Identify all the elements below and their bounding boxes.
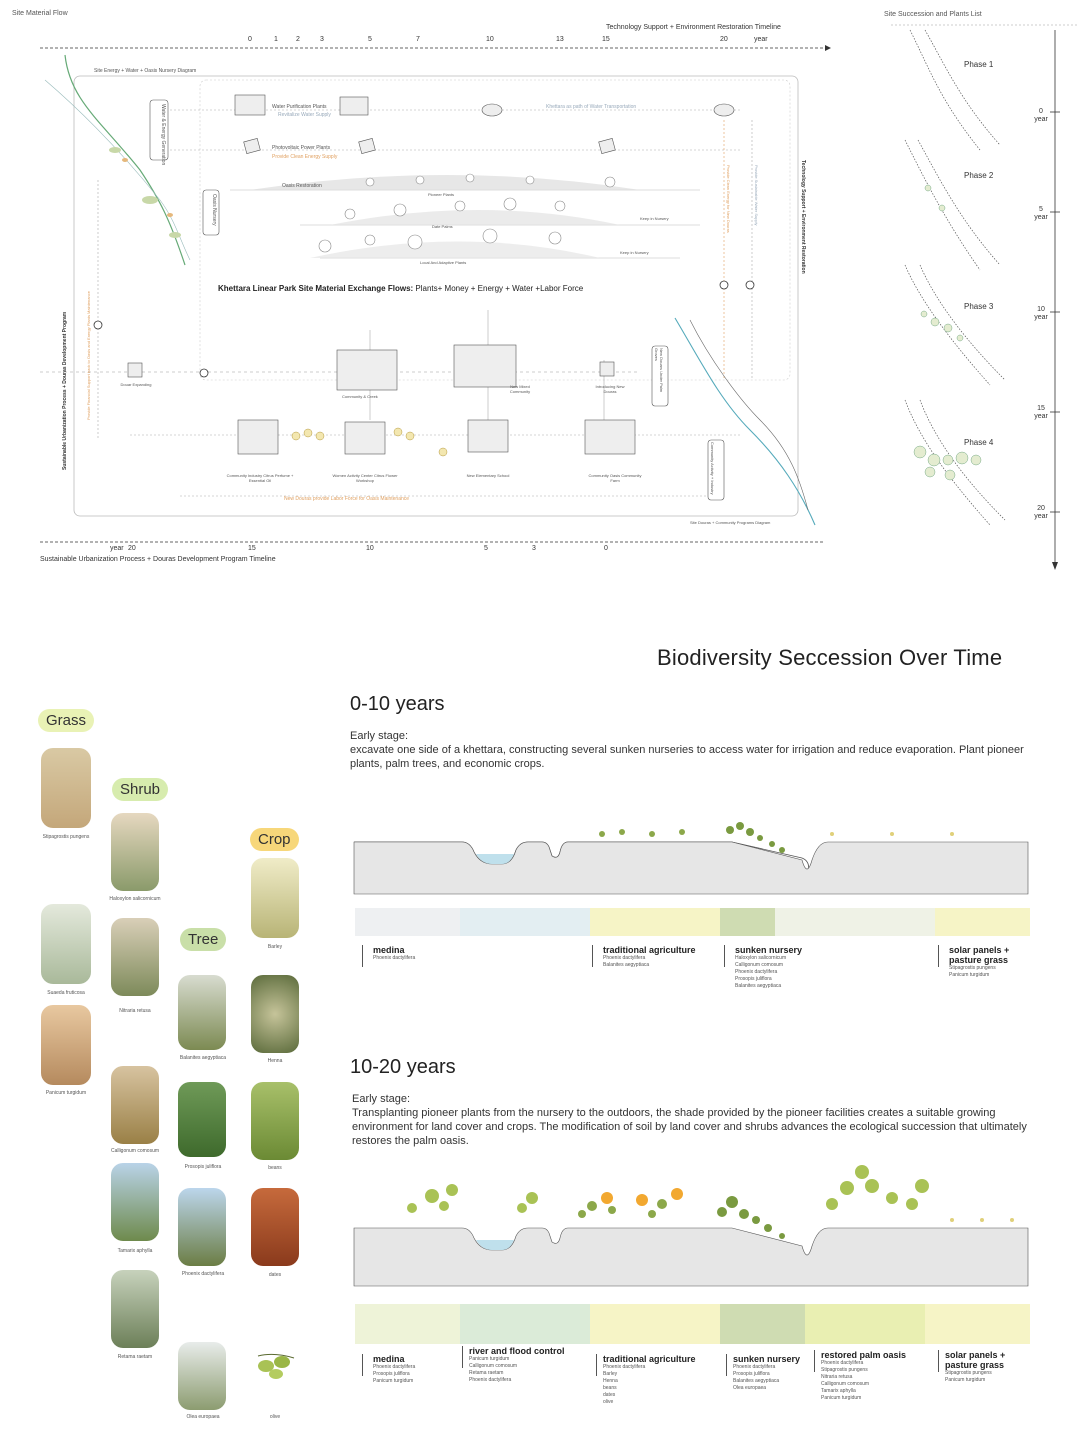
oasis-restoration-label: Oasis Restoration bbox=[282, 183, 322, 189]
plant-caption: olive bbox=[269, 1414, 281, 1420]
zone-name: traditional agriculture bbox=[603, 1354, 696, 1364]
balanites-image bbox=[178, 975, 226, 1050]
plant-caption: Balanites aegyptiaca bbox=[179, 1055, 227, 1061]
water-supply-vertical-label: Provide Sustainable Water Supply bbox=[754, 165, 759, 226]
water-energy-box-label: Water & Energy Generation bbox=[160, 104, 166, 166]
period2-text: Transplanting pioneer plants from the nursery to the outdoors, the shade provided by the pioneer facilities creates a suitable growing environment for land cover and crops. The modification of soil by land cover and shrubs advances the ecological succession that ultimately restores the palm oasis. bbox=[352, 1107, 1027, 1147]
haloxylon-image bbox=[111, 813, 159, 891]
zone-species: Panicum turgidum bbox=[821, 1395, 862, 1401]
women-center-label: Women Activity Center Citrus Flower Workshop bbox=[332, 473, 398, 483]
top-tick: 15 bbox=[602, 36, 610, 43]
period2-section-drawing bbox=[352, 1158, 1032, 1293]
zone-entry bbox=[596, 1354, 696, 1405]
zone-name: sunken nursery bbox=[733, 1354, 801, 1364]
zone-species: Phoenix dactylifera bbox=[821, 1360, 864, 1366]
zone-entry bbox=[726, 1354, 801, 1391]
pv-plants-label: Photovoltaic Power Plants bbox=[272, 145, 331, 151]
zone-block bbox=[805, 1304, 925, 1344]
zone-name: sunken nursery bbox=[735, 945, 803, 955]
zone-species: Phoenix dactylifera bbox=[373, 1364, 416, 1370]
plant-caption: Olea europaea bbox=[186, 1414, 220, 1420]
year-unit: year bbox=[1034, 413, 1048, 420]
zone-block bbox=[355, 908, 460, 936]
top-tick: 0 bbox=[248, 36, 252, 43]
top-tick: 13 bbox=[556, 36, 564, 43]
exchange-flows bbox=[218, 284, 583, 293]
zone-entry bbox=[592, 945, 696, 967]
zone-species: Balanites aegyptiaca bbox=[603, 962, 650, 968]
zone-species: Stipagrostis pungens bbox=[949, 965, 996, 971]
nursery-diagram-label: Site Energy + Water + Oasis Nursery Diagram bbox=[94, 68, 197, 74]
phase-label-4: Phase 4 bbox=[964, 438, 994, 447]
zone-species: Olea europaea bbox=[733, 1385, 767, 1391]
tamarix-image bbox=[111, 1163, 159, 1241]
zone-species: Retama raetam bbox=[469, 1370, 504, 1376]
plant-caption: Stipagrostis pungens bbox=[42, 834, 90, 840]
zone-species: Haloxylon salicornicum bbox=[735, 955, 787, 961]
zone-block bbox=[720, 908, 775, 936]
exchange-items: Plants+ Money + Energy + Water +Labor Force bbox=[415, 284, 584, 293]
phoenix-image bbox=[178, 1188, 226, 1266]
prosopis-image bbox=[178, 1082, 226, 1157]
plant-caption: Retama raetam bbox=[117, 1354, 153, 1360]
community-oasis-label: Community Oasis Community Farm bbox=[588, 473, 642, 483]
zone-species: Panicum turgidum bbox=[945, 1377, 986, 1383]
phase-label-2: Phase 2 bbox=[964, 171, 994, 180]
zone-species: Nitraria retusa bbox=[821, 1374, 853, 1380]
period2-zone-bar bbox=[355, 1304, 1030, 1344]
period2-zones bbox=[362, 1346, 1030, 1434]
pioneer-label: Pioneer Plants bbox=[428, 192, 455, 197]
zone-species: Calligonum comosum bbox=[821, 1381, 870, 1387]
zone-species: beans bbox=[603, 1385, 617, 1391]
panicum-image bbox=[41, 1005, 91, 1085]
year-value: 0 bbox=[1039, 108, 1043, 115]
retama-image bbox=[111, 1270, 159, 1348]
labor-force-label: New Douras provide Labor Force for Oasis Maintenance bbox=[284, 496, 410, 502]
bottom-timeline-title: Sustainable Urbanization Process + Douras Development Program Timeline bbox=[40, 556, 276, 563]
plant-caption: Prosopis juliflora bbox=[184, 1164, 222, 1170]
zone-species: Calligonum comosum bbox=[735, 962, 784, 968]
bottom-year-word: year bbox=[110, 545, 124, 552]
community-activity-box-label: Community Activity + Industry bbox=[710, 442, 715, 495]
zone-entry bbox=[362, 1354, 416, 1384]
zone-entry bbox=[362, 945, 415, 967]
year-unit: year bbox=[1034, 314, 1048, 321]
zone-species: olive bbox=[603, 1399, 614, 1405]
zone-name: solar panels + pasture grass bbox=[949, 945, 1010, 965]
period1-zones bbox=[362, 945, 1022, 1025]
year-value: 10 bbox=[1037, 306, 1045, 313]
top-tick: 1 bbox=[274, 36, 278, 43]
tree-category-label: Tree bbox=[180, 928, 226, 951]
year-unit: year bbox=[1034, 116, 1048, 123]
zone-name: river and flood control bbox=[469, 1346, 565, 1356]
zone-name: solar panels + pasture grass bbox=[945, 1350, 1006, 1370]
zone-species: Stipagrostis pungens bbox=[945, 1370, 992, 1376]
zone-species: Tamarix aphylla bbox=[821, 1388, 856, 1394]
zone-block bbox=[355, 1304, 460, 1344]
community-industry-label: Community Industry Citrus Perfume + Essential Oil bbox=[226, 473, 294, 483]
zone-species: dates bbox=[603, 1392, 616, 1398]
zone-species: Prosopis juliflora bbox=[735, 976, 772, 982]
year-marker bbox=[1030, 108, 1052, 124]
zone-block bbox=[590, 908, 720, 936]
financial-support-label: Provide Financial Support back to Oasis and Energy Plants Maintenance bbox=[86, 291, 91, 420]
phase-label-1: Phase 1 bbox=[964, 60, 994, 69]
grass-category-label: Grass bbox=[38, 709, 94, 732]
beans-image bbox=[251, 1082, 299, 1160]
period2-stage: Early stage: bbox=[352, 1093, 411, 1105]
keep-nursery-label-1: Keep in Nursery bbox=[640, 216, 669, 221]
zone-entry bbox=[462, 1346, 565, 1383]
nitraria-image bbox=[111, 918, 159, 996]
crop-category-label: Crop bbox=[250, 828, 299, 851]
plant-caption: Haloxylon salicornicum bbox=[109, 896, 161, 902]
year-marker bbox=[1030, 206, 1052, 222]
plant-caption: Calligonum comosum bbox=[110, 1148, 160, 1154]
plant-caption: Barley bbox=[267, 944, 283, 950]
period1-zone-bar bbox=[355, 908, 1030, 936]
oasis-nursery-box-label: Oasis Nursery bbox=[211, 194, 217, 226]
zone-species: Prosopis juliflora bbox=[733, 1371, 770, 1377]
bottom-tick: 15 bbox=[248, 545, 256, 552]
date-palms-label: Date Palms bbox=[432, 224, 453, 229]
barley-image bbox=[251, 858, 299, 938]
zone-species: Panicum turgidum bbox=[949, 972, 990, 978]
left-vertical-label: Sustainable Urbanization Process + Douras Development Program bbox=[62, 311, 68, 470]
right-vertical-label: Technology Support + Environment Restoration bbox=[800, 160, 806, 274]
zone-block bbox=[590, 1304, 720, 1344]
zone-species: Stipagrostis pungens bbox=[821, 1367, 868, 1373]
plant-caption: Henna bbox=[267, 1058, 283, 1064]
zone-species: Phoenix dactylifera bbox=[735, 969, 778, 975]
plant-caption: beans bbox=[268, 1165, 282, 1171]
introducing-label: Introducing New Douras bbox=[595, 384, 625, 394]
top-tick: 5 bbox=[368, 36, 372, 43]
plant-caption: Tamarix aphylla bbox=[117, 1248, 153, 1254]
zone-name: restored palm oasis bbox=[821, 1350, 907, 1360]
zone-species: Barley bbox=[603, 1371, 618, 1377]
period1-section-drawing bbox=[352, 820, 1032, 910]
zone-entry bbox=[938, 1350, 1029, 1383]
douar-expanding-label: Douar Expanding bbox=[120, 382, 152, 387]
year-marker bbox=[1030, 405, 1052, 421]
site-material-flow-title: Site Material Flow bbox=[12, 10, 68, 17]
top-tick: 2 bbox=[296, 36, 300, 43]
zone-species: Prosopis juliflora bbox=[373, 1371, 410, 1377]
water-supply-label: Revitalize Water Supply bbox=[278, 112, 331, 118]
water-plants-label: Water Purification Plants bbox=[272, 104, 327, 110]
bottom-tick: 20 bbox=[128, 545, 136, 552]
dates-image bbox=[251, 1188, 299, 1266]
year-marker bbox=[1030, 505, 1052, 521]
zone-species: Phoenix dactylifera bbox=[603, 1364, 646, 1370]
new-mixed-label: New Mixed Community bbox=[509, 384, 531, 394]
period2-heading: 10-20 years bbox=[350, 1056, 456, 1078]
zone-block bbox=[775, 908, 935, 936]
bottom-tick: 0 bbox=[604, 545, 608, 552]
zone-entry bbox=[814, 1350, 907, 1401]
new-douras-box-label: New Douars Under Palm Groves bbox=[654, 348, 664, 393]
period1-stage: Early stage: bbox=[350, 730, 409, 742]
henna-image bbox=[251, 975, 299, 1053]
top-timeline-title: Technology Support + Environment Restoration Timeline bbox=[606, 24, 781, 31]
biodiversity-title: Biodiversity Seccession Over Time bbox=[657, 645, 1003, 670]
community-center-label: Community & Creek bbox=[342, 394, 378, 399]
zone-species: Panicum turgidum bbox=[469, 1356, 510, 1362]
zone-species: Calligonum comosum bbox=[469, 1363, 518, 1369]
top-tick: 10 bbox=[486, 36, 494, 43]
top-tick: 20 bbox=[720, 36, 728, 43]
zone-name: medina bbox=[373, 1354, 405, 1364]
zone-block bbox=[460, 1304, 590, 1344]
bottom-tick: 3 bbox=[532, 545, 536, 552]
new-school-label: New Elementary School bbox=[466, 473, 510, 478]
year-value: 20 bbox=[1037, 505, 1045, 512]
plant-caption: Phoenix dactylifera bbox=[181, 1271, 225, 1277]
zone-entry bbox=[938, 945, 1029, 978]
period1-text: excavate one side of a khettara, constructing several sunken nurseries to access water for irrigation and reduce evaporation. Plant pioneer plants, palm trees, and economic crops. bbox=[350, 744, 1024, 770]
clean-energy-vertical-label: Provide Clean Energy for New Douras bbox=[726, 165, 731, 233]
succession-panel-title: Site Succession and Plants List bbox=[884, 11, 982, 18]
plant-caption: Suaeda fruticosa bbox=[47, 990, 85, 996]
bottom-tick: 5 bbox=[484, 545, 488, 552]
zone-name: medina bbox=[373, 945, 405, 955]
zone-species: Henna bbox=[603, 1378, 618, 1384]
bottom-tick: 10 bbox=[366, 545, 374, 552]
zone-species: Balanites aegyptiaca bbox=[733, 1378, 780, 1384]
zone-species: Phoenix dactylifera bbox=[603, 955, 646, 961]
suaeda-image bbox=[41, 904, 91, 984]
plant-caption: Panicum turgidum bbox=[45, 1090, 87, 1096]
zone-species: Phoenix dactylifera bbox=[469, 1377, 512, 1383]
water-transport-label: Khettara as path of Water Transportation bbox=[546, 104, 637, 110]
keep-nursery-label-2: Keep in Nursery bbox=[620, 250, 649, 255]
year-value: 5 bbox=[1039, 206, 1043, 213]
plant-caption: Nitraria retusa bbox=[119, 1008, 151, 1014]
top-tick-row bbox=[240, 36, 820, 48]
succession-phases-drawing bbox=[890, 20, 1080, 580]
olea-image bbox=[178, 1342, 226, 1410]
local-adaptive-label: Local And Adaptive Plants bbox=[420, 260, 467, 265]
douras-diagram-label: Site Douras + Community Programs Diagram bbox=[690, 520, 771, 525]
exchange-title: Khettara Linear Park Site Material Exchange Flows: bbox=[218, 284, 414, 293]
year-unit: year bbox=[1034, 214, 1048, 221]
zone-block bbox=[935, 908, 1030, 936]
zone-block bbox=[720, 1304, 805, 1344]
zone-species: Phoenix dactylifera bbox=[733, 1364, 776, 1370]
year-marker bbox=[1030, 306, 1052, 322]
plant-caption: dates bbox=[268, 1272, 282, 1278]
top-year-word: year bbox=[754, 36, 768, 43]
olive-icon bbox=[254, 1350, 300, 1384]
zone-block bbox=[925, 1304, 1030, 1344]
zone-block bbox=[460, 908, 590, 936]
phase-label-3: Phase 3 bbox=[964, 302, 994, 311]
clean-energy-label: Provide Clean Energy Supply bbox=[272, 154, 338, 160]
year-value: 15 bbox=[1037, 405, 1045, 412]
year-unit: year bbox=[1034, 513, 1048, 520]
stipagrostis-image bbox=[41, 748, 91, 828]
zone-species: Panicum turgidum bbox=[373, 1378, 414, 1384]
zone-species: Phoenix dactylifera bbox=[373, 955, 416, 961]
zone-name: traditional agriculture bbox=[603, 945, 696, 955]
calligonum-image bbox=[111, 1066, 159, 1144]
zone-entry bbox=[724, 945, 803, 989]
period1-heading: 0-10 years bbox=[350, 693, 445, 715]
zone-species: Balanites aegyptiaca bbox=[735, 983, 782, 989]
top-tick: 3 bbox=[320, 36, 324, 43]
top-tick: 7 bbox=[416, 36, 420, 43]
shrub-category-label: Shrub bbox=[112, 778, 168, 801]
